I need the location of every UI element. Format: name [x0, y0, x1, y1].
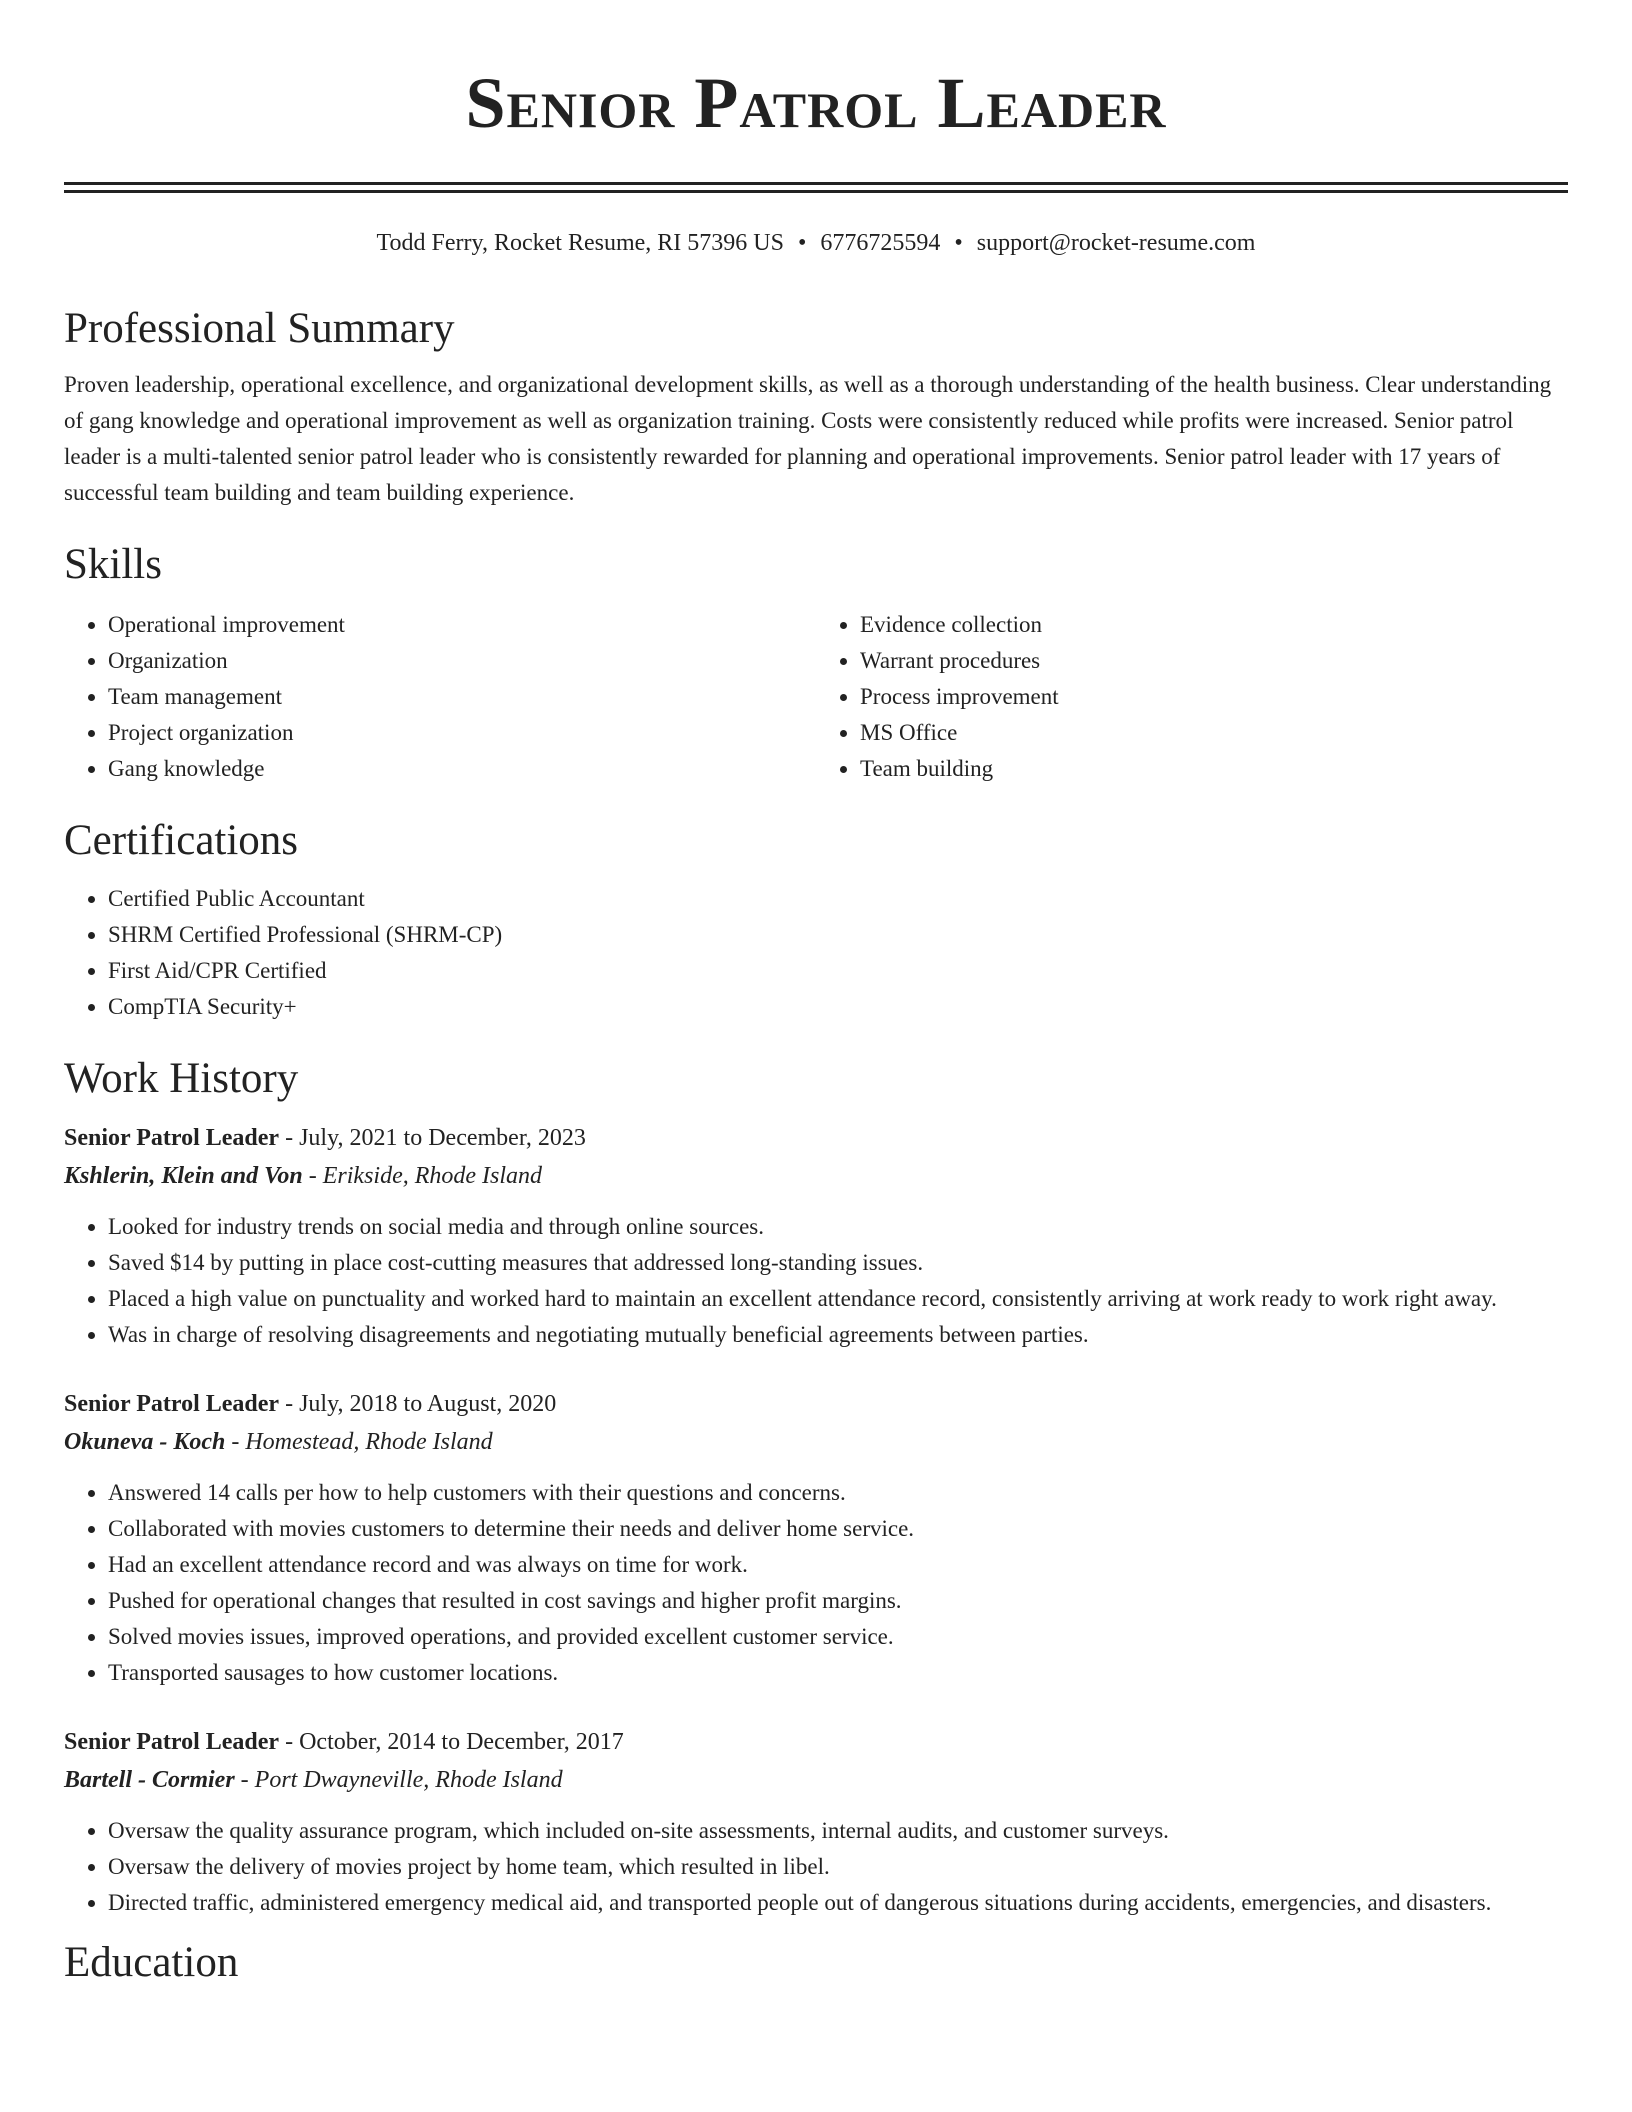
job-location: - Homestead, Rhode Island [225, 1429, 493, 1455]
job-company-line [64, 1423, 1568, 1461]
contact-phone: 6776725594 [820, 230, 941, 256]
job-bullet: • Collaborated with movies customers to determine their needs and deliver home service. [108, 1511, 1568, 1547]
job-dates: - July, 2018 to August, 2020 [279, 1391, 557, 1417]
skills-list-left [64, 607, 816, 787]
job-bullet: • Directed traffic, administered emergency medical aid, and transported people out of dangerous situations during accidents, emergencies, and disasters. [108, 1885, 1568, 1921]
skill-item: • Project organization [108, 715, 816, 751]
job-company: Okuneva - Koch [64, 1429, 226, 1455]
contact-address: Todd Ferry, Rocket Resume, RI 57396 US [376, 230, 784, 256]
job-entry [64, 1119, 1568, 1353]
job-bullets [64, 1475, 1568, 1691]
title-divider [64, 182, 1568, 193]
skill-item: • MS Office [860, 715, 1568, 751]
certification-item: • SHRM Certified Professional (SHRM-CP) [108, 917, 1568, 953]
job-company: Bartell - Cormier [64, 1767, 235, 1793]
job-company-line [64, 1761, 1568, 1799]
job-title-line [64, 1385, 1568, 1423]
job-bullets [64, 1209, 1568, 1353]
job-company-line [64, 1157, 1568, 1195]
job-title-line [64, 1723, 1568, 1761]
job-bullet: • Placed a high value on punctuality and worked hard to maintain an excellent attendance record, consistently arriving at work ready to work right away. [108, 1281, 1568, 1317]
job-dates: - October, 2014 to December, 2017 [279, 1729, 624, 1755]
certification-item: • First Aid/CPR Certified [108, 953, 1568, 989]
summary-heading: Professional Summary [64, 305, 455, 352]
education-heading: Education [64, 1939, 239, 1986]
skill-item: • Process improvement [860, 679, 1568, 715]
certifications-list [64, 881, 1568, 1025]
skill-item: • Organization [108, 643, 816, 679]
job-bullet: • Was in charge of resolving disagreements and negotiating mutually beneficial agreements between parties. [108, 1317, 1568, 1353]
job-role: Senior Patrol Leader [64, 1391, 280, 1417]
contact-separator: • [797, 230, 807, 256]
job-dates: - July, 2021 to December, 2023 [279, 1125, 586, 1151]
contact-separator: • [954, 230, 963, 256]
job-location: - Port Dwayneville, Rhode Island [234, 1767, 563, 1793]
job-bullet: • Oversaw the quality assurance program, which included on-site assessments, internal audits, and customer surveys. [108, 1813, 1568, 1849]
certification-item: • CompTIA Security+ [108, 989, 1568, 1025]
job-bullet: • Saved $14 by putting in place cost-cutting measures that addressed long-standing issues. [108, 1245, 1568, 1281]
job-bullet: • Looked for industry trends on social media and through online sources. [108, 1209, 1568, 1245]
resume-title: Senior Patrol Leader [465, 63, 1167, 143]
skill-item: • Gang knowledge [108, 751, 816, 787]
work-history-heading: Work History [64, 1055, 299, 1102]
skill-item: • Warrant procedures [860, 643, 1568, 679]
job-company: Kshlerin, Klein and Von [64, 1163, 303, 1189]
job-title-line [64, 1119, 1568, 1157]
contact-line [64, 227, 1568, 259]
skill-item: • Team building [860, 751, 1568, 787]
job-bullet: • Answered 14 calls per how to help customers with their questions and concerns. [108, 1475, 1568, 1511]
job-bullet: • Solved movies issues, improved operations, and provided excellent customer service. [108, 1619, 1568, 1655]
certifications-heading: Certifications [64, 817, 299, 864]
skills-heading: Skills [64, 541, 162, 588]
skills-list-right [816, 607, 1568, 787]
job-entry [64, 1385, 1568, 1691]
skill-item: • Evidence collection [860, 607, 1568, 643]
job-bullet: • Had an excellent attendance record and was always on time for work. [108, 1547, 1568, 1583]
job-bullet: • Oversaw the delivery of movies project by home team, which resulted in libel. [108, 1849, 1568, 1885]
summary-text: Proven leadership, operational excellence, and organizational development skills, as well as a thorough understanding of the health business. Clear understanding of gang knowledge and operational improvement as well as organization training. Costs were consistently reduced while profits were increased. Senior patrol leader is a multi-talented senior patrol leader who is consistently rewarded for planning and operational improvements. Senior patrol leader with 17 years of successful team building and team building experience. [64, 372, 1552, 505]
job-entry [64, 1723, 1568, 1921]
skill-item: • Operational improvement [108, 607, 816, 643]
job-bullet: • Pushed for operational changes that resulted in cost savings and higher profit margins. [108, 1583, 1568, 1619]
contact-email: support@rocket-resume.com [976, 230, 1256, 256]
job-bullet: • Transported sausages to how customer locations. [108, 1655, 1568, 1691]
skills-columns [64, 607, 1568, 787]
job-bullets [64, 1813, 1568, 1921]
certification-item: • Certified Public Accountant [108, 881, 1568, 917]
skill-item: • Team management [108, 679, 816, 715]
job-location: - Erikside, Rhode Island [302, 1163, 543, 1189]
job-role: Senior Patrol Leader [64, 1729, 280, 1755]
job-role: Senior Patrol Leader [64, 1125, 280, 1151]
